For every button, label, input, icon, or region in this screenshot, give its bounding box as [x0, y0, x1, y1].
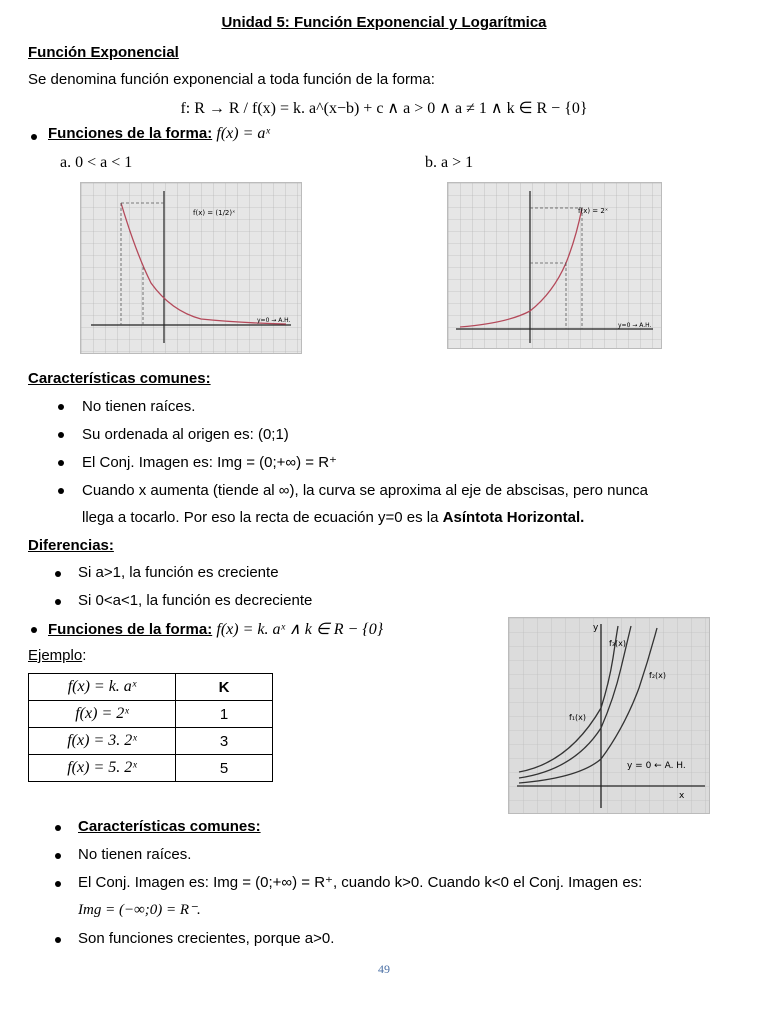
bullet-dot [31, 134, 37, 140]
caract1-item-asintota-2 [82, 505, 584, 531]
table-header-cell: K [176, 674, 273, 701]
forma2-line [48, 619, 383, 639]
caracteristicas-heading-2: Características comunes: [78, 818, 261, 835]
page-title: Unidad 5: Función Exponencial y Logarítmica [221, 14, 547, 31]
table-cell: 1 [176, 701, 273, 728]
graph-k-family-photo [508, 617, 710, 814]
caract2-item-imagen-1: El Conj. Imagen es: Img = (0;+∞) = R⁺, cuando k>0. Cuando k<0 el Conj. Imagen es: [78, 874, 643, 891]
example-table [28, 673, 273, 782]
caract1-asintota-bold: Asíntota Horizontal. [442, 509, 585, 526]
table-cell: f(x) = 5. 2ˣ [29, 755, 176, 782]
bullet-dot [55, 937, 61, 943]
forma1-formula: f(x) = aˣ [216, 125, 270, 142]
page-number: 49 [378, 962, 390, 976]
bullet-dot [58, 404, 64, 410]
asymptote-label-a: y=0 → A.H. [257, 317, 291, 324]
diferencias-heading: Diferencias: [28, 537, 114, 554]
caract1-item-asintota-1: Cuando x aumenta (tiende al ∞), la curva se aproxima al eje de abscisas, pero nunca [82, 482, 649, 499]
ejemplo-label: Ejemplo [28, 647, 83, 664]
caract1-asintota-text: llega a tocarlo. Por eso la recta de ecuación y=0 es la [82, 509, 443, 526]
graph-decreasing [81, 183, 301, 353]
section-heading-exponencial: Función Exponencial [28, 44, 179, 61]
table-row [29, 755, 273, 782]
caract1-item-imagen: El Conj. Imagen es: Img = (0;+∞) = R⁺ [82, 454, 337, 471]
f3-label: f₃(x) [609, 639, 626, 648]
bullet-dot [58, 460, 64, 466]
caract1-item-ordenada: Su ordenada al origen es: (0;1) [82, 426, 289, 443]
table-header-cell: f(x) = k. aˣ [29, 674, 176, 701]
graph-increasing [448, 183, 661, 348]
asymptote-label-c: y = 0 ← A. H. [627, 761, 686, 771]
bullet-dot [55, 599, 61, 605]
table-cell: f(x) = 2ˣ [29, 701, 176, 728]
intro-text: Se denomina función exponencial a toda función de la forma: [28, 71, 435, 88]
bullet-dot [55, 825, 61, 831]
ejemplo-line: Ejemplo: [28, 647, 87, 664]
caract2-item-raices: No tienen raíces. [78, 846, 192, 863]
bullet-dot [55, 881, 61, 887]
bullet-dot [58, 488, 64, 494]
graph-decreasing-photo [80, 182, 302, 354]
caract2-item-imagen-2: Img = (−∞;0) = R⁻. [78, 902, 201, 918]
graph-increasing-photo [447, 182, 662, 349]
table-cell: 3 [176, 728, 273, 755]
caracteristicas-heading-1: Características comunes: [28, 370, 211, 387]
case-a-label: a. 0 < a < 1 [60, 154, 133, 171]
bullet-dot [31, 627, 37, 633]
graph-b-label: f(x) = 2ˣ [578, 207, 608, 215]
forma2-label: Funciones de la forma: [48, 621, 213, 638]
diferencias-item-decreciente: Si 0<a<1, la función es decreciente [78, 592, 313, 609]
diferencias-item-creciente: Si a>1, la función es creciente [78, 564, 279, 581]
case-b-label: b. a > 1 [425, 154, 474, 171]
forma1-label: Funciones de la forma: [48, 125, 213, 142]
forma2-formula: f(x) = k. aˣ ∧ k ∈ R − {0} [216, 621, 384, 638]
bullet-dot [55, 571, 61, 577]
caract1-item-raices: No tienen raíces. [82, 398, 196, 415]
bullet-dot [58, 432, 64, 438]
bullet-dot [55, 853, 61, 859]
axis-y-label: y [593, 623, 599, 633]
table-cell: f(x) = 3. 2ˣ [29, 728, 176, 755]
axis-x-label: x [679, 791, 685, 801]
table-row [29, 701, 273, 728]
caract2-item-crecientes: Son funciones crecientes, porque a>0. [78, 930, 335, 947]
asymptote-label-b: y=0 → A.H. [618, 322, 652, 329]
definition-formula: f: R → R / f(x) = k. a^(x−b) + c ∧ a > 0 ∧ a ≠ 1 ∧ k ∈ R − {0} [180, 100, 588, 117]
f2-label: f₂(x) [649, 671, 666, 680]
graph-k-family [509, 618, 709, 813]
table-row [29, 728, 273, 755]
graph-a-label: f(x) = (1/2)ˣ [193, 209, 236, 217]
forma1-line [48, 125, 270, 143]
table-cell: 5 [176, 755, 273, 782]
table-header-row [29, 674, 273, 701]
f1-label: f₁(x) [569, 713, 586, 722]
